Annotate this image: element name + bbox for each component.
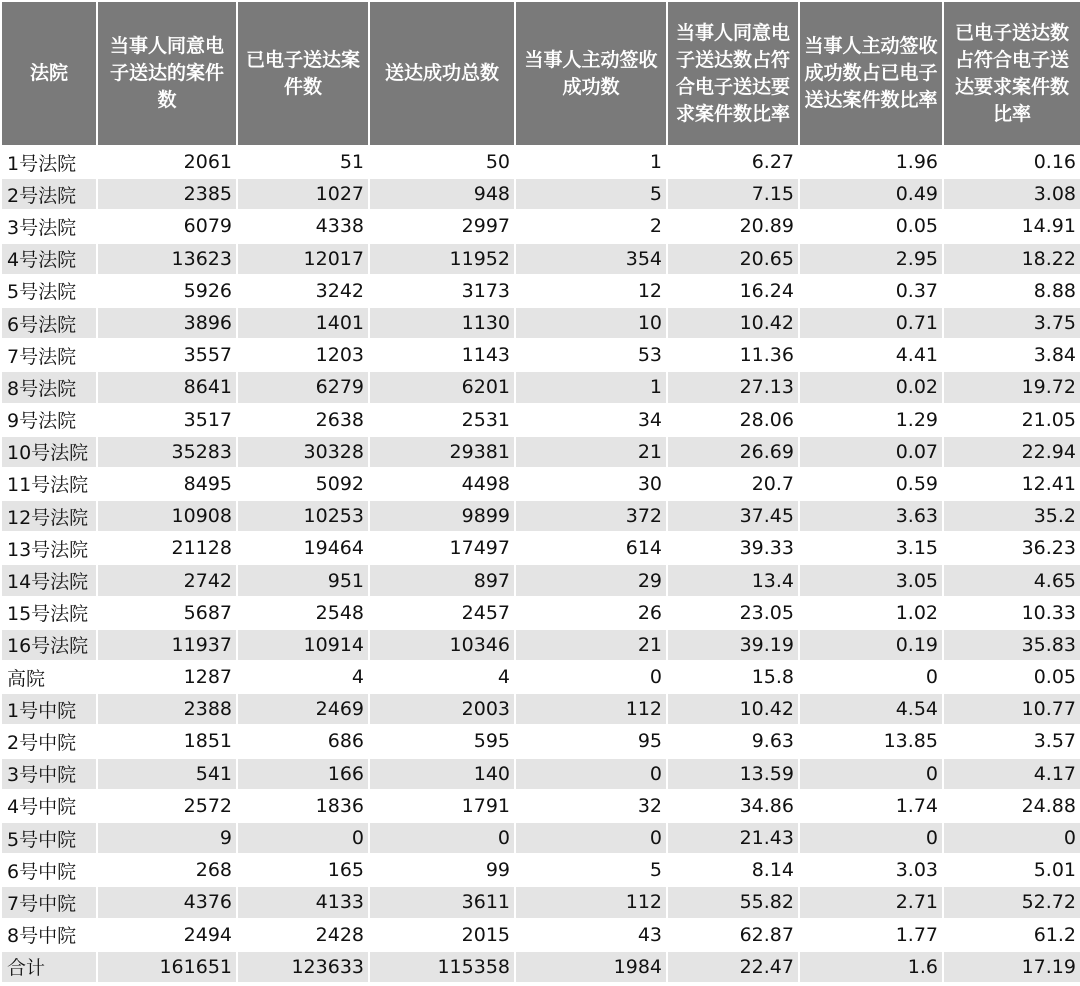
court-name-cell: 9号法院 — [1, 404, 97, 436]
value-cell: 951 — [237, 564, 369, 596]
court-name-cell: 7号中院 — [1, 886, 97, 918]
value-cell: 14.91 — [943, 210, 1080, 242]
value-cell: 10.42 — [667, 307, 799, 339]
value-cell: 28.06 — [667, 404, 799, 436]
value-cell: 354 — [515, 243, 667, 275]
value-cell: 1401 — [237, 307, 369, 339]
value-cell: 2548 — [237, 597, 369, 629]
value-cell: 5926 — [97, 275, 237, 307]
value-cell: 8495 — [97, 468, 237, 500]
court-name-cell: 8号中院 — [1, 919, 97, 951]
value-cell: 17.19 — [943, 951, 1080, 983]
table-row — [1, 243, 1080, 275]
value-cell: 43 — [515, 919, 667, 951]
value-cell: 161651 — [97, 951, 237, 983]
value-cell: 3896 — [97, 307, 237, 339]
value-cell: 12 — [515, 275, 667, 307]
value-cell: 2388 — [97, 693, 237, 725]
value-cell: 3242 — [237, 275, 369, 307]
court-name-cell: 高院 — [1, 661, 97, 693]
column-header: 法院 — [1, 1, 97, 146]
value-cell: 10.33 — [943, 597, 1080, 629]
value-cell: 1 — [515, 371, 667, 403]
value-cell: 0.05 — [943, 661, 1080, 693]
court-name-cell: 13号法院 — [1, 532, 97, 564]
value-cell: 4 — [369, 661, 515, 693]
value-cell: 614 — [515, 532, 667, 564]
total-row — [1, 951, 1080, 983]
value-cell: 21 — [515, 629, 667, 661]
value-cell: 1203 — [237, 339, 369, 371]
table-row — [1, 854, 1080, 886]
value-cell: 2015 — [369, 919, 515, 951]
court-name-cell: 14号法院 — [1, 564, 97, 596]
value-cell: 686 — [237, 725, 369, 757]
court-name-cell: 3号法院 — [1, 210, 97, 242]
value-cell: 1791 — [369, 790, 515, 822]
value-cell: 8641 — [97, 371, 237, 403]
value-cell: 3.03 — [799, 854, 943, 886]
value-cell: 39.33 — [667, 532, 799, 564]
value-cell: 2494 — [97, 919, 237, 951]
value-cell: 5 — [515, 178, 667, 210]
value-cell: 1.29 — [799, 404, 943, 436]
value-cell: 3173 — [369, 275, 515, 307]
value-cell: 0.71 — [799, 307, 943, 339]
value-cell: 123633 — [237, 951, 369, 983]
value-cell: 1.96 — [799, 146, 943, 178]
value-cell: 0 — [799, 822, 943, 854]
column-header: 当事人主动签收成功数 — [515, 1, 667, 146]
value-cell: 4376 — [97, 886, 237, 918]
value-cell: 0.59 — [799, 468, 943, 500]
value-cell: 140 — [369, 758, 515, 790]
value-cell: 2.95 — [799, 243, 943, 275]
value-cell: 23.05 — [667, 597, 799, 629]
value-cell: 9.63 — [667, 725, 799, 757]
column-header: 当事人同意电子送达的案件数 — [97, 1, 237, 146]
table-row — [1, 500, 1080, 532]
value-cell: 5092 — [237, 468, 369, 500]
value-cell: 3.15 — [799, 532, 943, 564]
table-row — [1, 275, 1080, 307]
value-cell: 5.01 — [943, 854, 1080, 886]
value-cell: 4.17 — [943, 758, 1080, 790]
value-cell: 53 — [515, 339, 667, 371]
value-cell: 37.45 — [667, 500, 799, 532]
value-cell: 3.05 — [799, 564, 943, 596]
value-cell: 6.27 — [667, 146, 799, 178]
value-cell: 1143 — [369, 339, 515, 371]
value-cell: 8.88 — [943, 275, 1080, 307]
value-cell: 2531 — [369, 404, 515, 436]
value-cell: 21.43 — [667, 822, 799, 854]
value-cell: 39.19 — [667, 629, 799, 661]
value-cell: 5 — [515, 854, 667, 886]
value-cell: 166 — [237, 758, 369, 790]
value-cell: 10346 — [369, 629, 515, 661]
value-cell: 0 — [799, 661, 943, 693]
court-name-cell: 16号法院 — [1, 629, 97, 661]
value-cell: 0 — [369, 822, 515, 854]
value-cell: 99 — [369, 854, 515, 886]
value-cell: 20.65 — [667, 243, 799, 275]
value-cell: 1287 — [97, 661, 237, 693]
court-name-cell: 12号法院 — [1, 500, 97, 532]
value-cell: 8.14 — [667, 854, 799, 886]
court-name-cell: 15号法院 — [1, 597, 97, 629]
value-cell: 21128 — [97, 532, 237, 564]
table-row — [1, 146, 1080, 178]
value-cell: 10253 — [237, 500, 369, 532]
table-row — [1, 629, 1080, 661]
value-cell: 52.72 — [943, 886, 1080, 918]
value-cell: 10914 — [237, 629, 369, 661]
court-name-cell: 7号法院 — [1, 339, 97, 371]
column-header: 已电子送达案件数 — [237, 1, 369, 146]
court-name-cell: 8号法院 — [1, 371, 97, 403]
value-cell: 1.77 — [799, 919, 943, 951]
value-cell: 17497 — [369, 532, 515, 564]
value-cell: 3.63 — [799, 500, 943, 532]
value-cell: 35.83 — [943, 629, 1080, 661]
value-cell: 26.69 — [667, 436, 799, 468]
table-row — [1, 532, 1080, 564]
value-cell: 4338 — [237, 210, 369, 242]
value-cell: 12017 — [237, 243, 369, 275]
value-cell: 3.08 — [943, 178, 1080, 210]
value-cell: 112 — [515, 886, 667, 918]
value-cell: 3517 — [97, 404, 237, 436]
value-cell: 2003 — [369, 693, 515, 725]
value-cell: 1984 — [515, 951, 667, 983]
court-name-cell: 2号法院 — [1, 178, 97, 210]
court-name-cell: 4号法院 — [1, 243, 97, 275]
value-cell: 30328 — [237, 436, 369, 468]
value-cell: 62.87 — [667, 919, 799, 951]
value-cell: 20.7 — [667, 468, 799, 500]
value-cell: 4.65 — [943, 564, 1080, 596]
value-cell: 595 — [369, 725, 515, 757]
value-cell: 15.8 — [667, 661, 799, 693]
court-name-cell: 11号法院 — [1, 468, 97, 500]
court-name-cell: 合计 — [1, 951, 97, 983]
value-cell: 13.85 — [799, 725, 943, 757]
value-cell: 0 — [515, 758, 667, 790]
value-cell: 4.41 — [799, 339, 943, 371]
table-row — [1, 436, 1080, 468]
table-row — [1, 693, 1080, 725]
value-cell: 11952 — [369, 243, 515, 275]
value-cell: 4.54 — [799, 693, 943, 725]
value-cell: 19.72 — [943, 371, 1080, 403]
table-row — [1, 178, 1080, 210]
value-cell: 13.4 — [667, 564, 799, 596]
value-cell: 541 — [97, 758, 237, 790]
value-cell: 4133 — [237, 886, 369, 918]
value-cell: 50 — [369, 146, 515, 178]
court-name-cell: 6号法院 — [1, 307, 97, 339]
value-cell: 10.77 — [943, 693, 1080, 725]
value-cell: 12.41 — [943, 468, 1080, 500]
value-cell: 1.6 — [799, 951, 943, 983]
value-cell: 4498 — [369, 468, 515, 500]
court-name-cell: 2号中院 — [1, 725, 97, 757]
value-cell: 13.59 — [667, 758, 799, 790]
value-cell: 112 — [515, 693, 667, 725]
table-row — [1, 886, 1080, 918]
value-cell: 27.13 — [667, 371, 799, 403]
table-row — [1, 210, 1080, 242]
table-row — [1, 790, 1080, 822]
value-cell: 18.22 — [943, 243, 1080, 275]
value-cell: 10908 — [97, 500, 237, 532]
value-cell: 0.49 — [799, 178, 943, 210]
value-cell: 4 — [237, 661, 369, 693]
value-cell: 165 — [237, 854, 369, 886]
value-cell: 1836 — [237, 790, 369, 822]
table-row — [1, 919, 1080, 951]
value-cell: 1.74 — [799, 790, 943, 822]
value-cell: 0 — [943, 822, 1080, 854]
court-name-cell: 5号中院 — [1, 822, 97, 854]
value-cell: 2742 — [97, 564, 237, 596]
column-header: 送达成功总数 — [369, 1, 515, 146]
value-cell: 10 — [515, 307, 667, 339]
table-row — [1, 564, 1080, 596]
value-cell: 35283 — [97, 436, 237, 468]
value-cell: 2 — [515, 210, 667, 242]
column-header: 当事人主动签收成功数占已电子送达案件数比率 — [799, 1, 943, 146]
table-row — [1, 371, 1080, 403]
value-cell: 2572 — [97, 790, 237, 822]
table-row — [1, 725, 1080, 757]
court-name-cell: 10号法院 — [1, 436, 97, 468]
value-cell: 11937 — [97, 629, 237, 661]
court-name-cell: 6号中院 — [1, 854, 97, 886]
value-cell: 36.23 — [943, 532, 1080, 564]
value-cell: 9 — [97, 822, 237, 854]
value-cell: 897 — [369, 564, 515, 596]
value-cell: 10.42 — [667, 693, 799, 725]
value-cell: 115358 — [369, 951, 515, 983]
value-cell: 3.75 — [943, 307, 1080, 339]
value-cell: 3611 — [369, 886, 515, 918]
value-cell: 3557 — [97, 339, 237, 371]
table-row — [1, 468, 1080, 500]
value-cell: 2457 — [369, 597, 515, 629]
value-cell: 51 — [237, 146, 369, 178]
value-cell: 0.37 — [799, 275, 943, 307]
value-cell: 30 — [515, 468, 667, 500]
value-cell: 0 — [799, 758, 943, 790]
value-cell: 0.02 — [799, 371, 943, 403]
value-cell: 1851 — [97, 725, 237, 757]
value-cell: 20.89 — [667, 210, 799, 242]
column-header: 已电子送达数占符合电子送达要求案件数比率 — [943, 1, 1080, 146]
value-cell: 29381 — [369, 436, 515, 468]
value-cell: 2061 — [97, 146, 237, 178]
table-row — [1, 822, 1080, 854]
table-row — [1, 307, 1080, 339]
value-cell: 26 — [515, 597, 667, 629]
value-cell: 2.71 — [799, 886, 943, 918]
value-cell: 21.05 — [943, 404, 1080, 436]
value-cell: 372 — [515, 500, 667, 532]
table-row — [1, 404, 1080, 436]
value-cell: 0 — [237, 822, 369, 854]
value-cell: 22.94 — [943, 436, 1080, 468]
value-cell: 2428 — [237, 919, 369, 951]
value-cell: 3.84 — [943, 339, 1080, 371]
value-cell: 5687 — [97, 597, 237, 629]
value-cell: 95 — [515, 725, 667, 757]
value-cell: 35.2 — [943, 500, 1080, 532]
value-cell: 9899 — [369, 500, 515, 532]
value-cell: 19464 — [237, 532, 369, 564]
value-cell: 24.88 — [943, 790, 1080, 822]
table-row — [1, 758, 1080, 790]
table-row — [1, 661, 1080, 693]
court-name-cell: 1号中院 — [1, 693, 97, 725]
value-cell: 16.24 — [667, 275, 799, 307]
court-name-cell: 1号法院 — [1, 146, 97, 178]
value-cell: 32 — [515, 790, 667, 822]
value-cell: 29 — [515, 564, 667, 596]
value-cell: 1130 — [369, 307, 515, 339]
value-cell: 3.57 — [943, 725, 1080, 757]
value-cell: 1027 — [237, 178, 369, 210]
value-cell: 22.47 — [667, 951, 799, 983]
value-cell: 34.86 — [667, 790, 799, 822]
value-cell: 268 — [97, 854, 237, 886]
value-cell: 7.15 — [667, 178, 799, 210]
value-cell: 34 — [515, 404, 667, 436]
value-cell: 61.2 — [943, 919, 1080, 951]
value-cell: 21 — [515, 436, 667, 468]
value-cell: 11.36 — [667, 339, 799, 371]
value-cell: 0.07 — [799, 436, 943, 468]
court-name-cell: 5号法院 — [1, 275, 97, 307]
value-cell: 13623 — [97, 243, 237, 275]
value-cell: 55.82 — [667, 886, 799, 918]
value-cell: 2638 — [237, 404, 369, 436]
court-name-cell: 3号中院 — [1, 758, 97, 790]
court-name-cell: 4号中院 — [1, 790, 97, 822]
table-row — [1, 597, 1080, 629]
value-cell: 0.19 — [799, 629, 943, 661]
value-cell: 2997 — [369, 210, 515, 242]
column-header: 当事人同意电子送达数占符合电子送达要求案件数比率 — [667, 1, 799, 146]
value-cell: 0 — [515, 822, 667, 854]
value-cell: 0.16 — [943, 146, 1080, 178]
table-body — [1, 146, 1080, 983]
value-cell: 6201 — [369, 371, 515, 403]
value-cell: 2469 — [237, 693, 369, 725]
value-cell: 2385 — [97, 178, 237, 210]
header-row — [1, 1, 1080, 146]
value-cell: 1.02 — [799, 597, 943, 629]
value-cell: 6279 — [237, 371, 369, 403]
value-cell: 6079 — [97, 210, 237, 242]
value-cell: 0.05 — [799, 210, 943, 242]
value-cell: 948 — [369, 178, 515, 210]
value-cell: 0 — [515, 661, 667, 693]
value-cell: 1 — [515, 146, 667, 178]
table-row — [1, 339, 1080, 371]
